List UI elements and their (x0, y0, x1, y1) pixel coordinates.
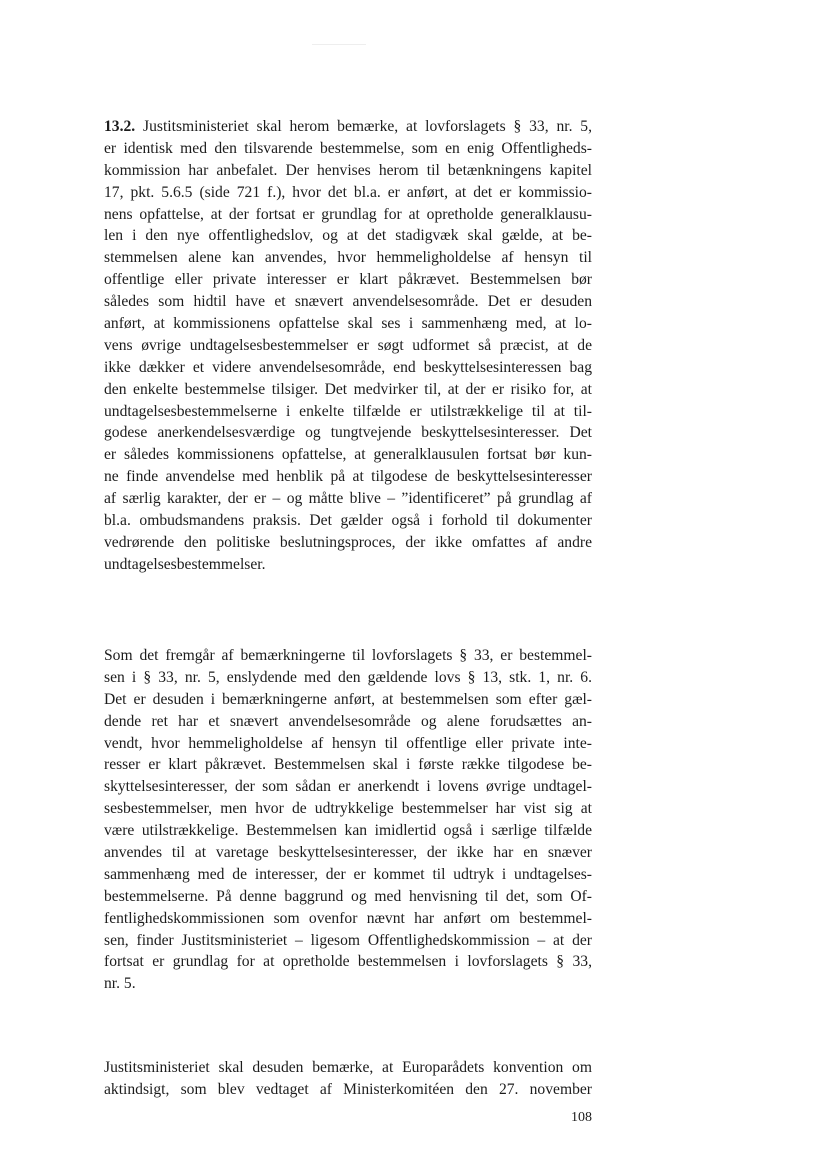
text-line: aktindsigt, som blev vedtaget af Ministerkomitéen den 27. november (104, 1080, 592, 1098)
text-line: således som hidtil have et snævert anvendelsesområde. Det er desuden (104, 293, 592, 311)
paragraph-bemaerkninger (104, 645, 592, 995)
text-line: skyttelsesinteresser, der som sådan er anerkendt i lovens øvrige undtagel- (104, 778, 592, 796)
text-line: bestemmelserne. På denne baggrund og med henvisning til det, som Of- (104, 887, 592, 905)
text-line: sesbestemmelser, men hvor de udtrykkelige bestemmelser har vist sig at (104, 800, 592, 818)
text-line: ne finde anvendelse med henblik på at tilgodese de beskyttelsesinteresser (104, 468, 592, 486)
text-line: nr. 5. (104, 975, 136, 993)
text-line: vedrørende den politiske beslutningsproces, der ikke omfattes af andre (104, 533, 592, 551)
text-line: 13.2. Justitsministeriet skal herom bemærke, at lovforslagets § 33, nr. 5, (104, 118, 592, 135)
scan-artifact (312, 44, 366, 45)
page-number: 108 (571, 1110, 592, 1125)
text-line: fortsat er grundlag for at opretholde bestemmelsen i lovforslagets § 33, (104, 953, 592, 971)
text-line: undtagelsesbestemmelserne i enkelte tilfælde er utilstrækkelige til at til- (104, 402, 592, 420)
text-line: 17, pkt. 5.6.5 (side 721 f.), hvor det bl.a. er anført, at det er kommissio- (104, 183, 592, 201)
text-line: nens opfattelse, at der fortsat er grundlag for at opretholde generalklausu- (104, 205, 592, 223)
text-line: len i den nye offentlighedslov, og at det stadigvæk skal gælde, at be- (104, 227, 592, 245)
paragraph-europaraadet (104, 1057, 592, 1101)
text-line: kommission har anbefalet. Der henvises herom til betænkningens kapitel (104, 161, 592, 179)
text-line: Som det fremgår af bemærkningerne til lovforslagets § 33, er bestemmel- (104, 647, 592, 664)
text-line: dende ret har et snævert anvendelsesområde og alene forudsættes an- (104, 712, 592, 730)
text-line: godese anerkendelsesværdige og tungtvejende beskyttelsesinteresser. Det (104, 424, 592, 442)
section-number: 13.2. (104, 118, 136, 135)
text-line: er således kommissionens opfattelse, at generalklausulen fortsat bør kun- (104, 446, 592, 464)
text-line: fentlighedskommissionen som ovenfor nævnt har anført om bestemmel- (104, 909, 592, 927)
text-line: sammenhæng med de interesser, der er kommet til udtryk i undtagelses- (104, 865, 592, 883)
text-line: er identisk med den tilsvarende bestemmelse, som en enig Offentligheds- (104, 139, 592, 157)
text-line: anvendes til at varetage beskyttelsesinteresser, der ikke har en snæver (104, 844, 592, 862)
text-line: sen, finder Justitsministeriet – ligesom Offentlighedskommission – at der (104, 931, 592, 949)
text-line: offentlige eller private interesser er klart påkrævet. Bestemmelsen bør (104, 271, 592, 289)
text-line: vens øvrige undtagelsesbestemmelser er søgt udformet så præcist, at de (104, 336, 592, 354)
text-line: være utilstrækkelige. Bestemmelsen kan imidlertid også i særlige tilfælde (104, 822, 592, 840)
text-line: resser er klart påkrævet. Bestemmelsen skal i første række tilgodese be- (104, 756, 592, 774)
text-line: ikke dækker et videre anvendelsesområde, end beskyttelsesinteressen bag (104, 358, 592, 376)
text-line: anført, at kommissionens opfattelse skal ses i sammenhæng med, at lo- (104, 315, 592, 333)
text-line: bl.a. ombudsmandens praksis. Det gælder også i forhold til dokumenter (104, 512, 592, 530)
text-line: sen i § 33, nr. 5, enslydende med den gældende lovs § 13, stk. 1, nr. 6. (104, 668, 592, 686)
text-line: Justitsministeriet skal desuden bemærke, at Europarådets konvention om (104, 1059, 592, 1076)
text-line: af særlig karakter, der er – og måtte blive – ”identificeret” på grundlag af (104, 490, 592, 508)
text-line: stemmelsen alene kan anvendes, hvor hemmeligholdelse af hensyn til (104, 249, 592, 267)
text-line: undtagelsesbestemmelser. (104, 555, 266, 573)
text-line: den enkelte bestemmelse tilsiger. Det medvirker til, at der er risiko for, at (104, 380, 592, 398)
text-line: vendt, hvor hemmeligholdelse af hensyn til offentlige eller private inte- (104, 734, 592, 752)
paragraph-section-13-2 (104, 116, 592, 576)
text-line: Det er desuden i bemærkningerne anført, at bestemmelsen som efter gæl- (104, 690, 592, 708)
